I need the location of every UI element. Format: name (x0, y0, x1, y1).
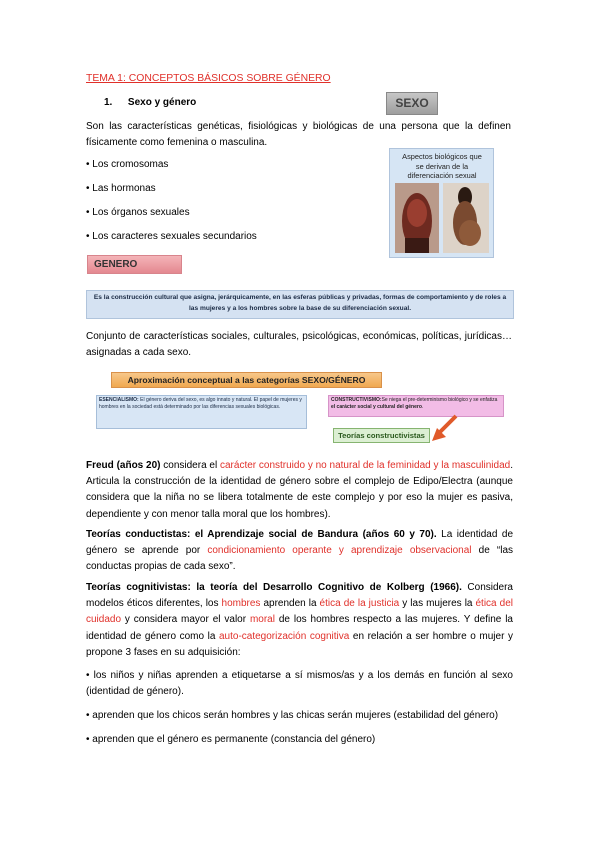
section-number: 1. (104, 97, 113, 108)
genero-label-box: GENERO (87, 255, 182, 274)
section-heading (104, 97, 196, 108)
genero-paragraph: Conjunto de características sociales, culturales, psicológicas, económicas, políticas, jurídicas… asignadas a cada sexo. (86, 331, 512, 359)
esencialismo-label: ESENCIALISMO: (99, 397, 139, 403)
list-item: • los niños y niñas aprenden a etiquetarse a sí mismos/as y a los demás en función al sexo (identidad de género). (86, 670, 513, 698)
arrow-icon (430, 413, 462, 443)
list-item: • Los órganos sexuales (86, 207, 190, 218)
constructivismo-label: CONSTRUCTIVISMO: (331, 397, 382, 403)
esencialismo-text: ESENCIALISMO: El género deriva del sexo, es algo innato y natural. El papel de mujeres y hombres en la sociedad está determinado por las diferencias sexuales biológicas. (99, 397, 302, 411)
list-item: • Las hormonas (86, 183, 156, 194)
freud-paragraph: Freud (años 20) considera el carácter construido y no natural de la feminidad y la masculinidad. Articula la construcción de la identidad de género sobre el complejo de Edipo/Electra (aunque considera que la niña no se libera totalmente de este complejo y por eso la mujer es pasiva, dependiente y con menor talla moral que los hombres). (86, 460, 513, 520)
body-photos-image (395, 183, 489, 253)
list-item: • aprenden que el género es permanente (constancia del género) (86, 734, 376, 745)
sexo-definition: Son las características genéticas, fisiológicas y biológicas de una persona que la definen físicamente como femenina o masculina. (86, 121, 511, 149)
genero-definition-text: Es la construcción cultural que asigna, jerárquicamente, en las esferas públicas y privadas, formas de comportamiento y de roles a las mujeres y a los hombres sobre la base de su diferenciación sexual. (93, 294, 507, 312)
biological-aspects-caption: Aspectos biológicos que se derivan de la diferenciación sexual (402, 152, 482, 181)
list-item: • Los caracteres sexuales secundarios (86, 231, 257, 242)
section-title: Sexo y género (127, 97, 197, 108)
teorias-constructivistas-box: Teorías constructivistas (333, 428, 430, 443)
sexo-label-box: SEXO (386, 92, 438, 115)
list-item: • aprenden que los chicos serán hombres y las chicas serán mujeres (estabilidad del género) (86, 710, 499, 721)
constructivismo-text: CONSTRUCTIVISMO:Se niega el pre-determinismo biológico y se enfatiza el carácter social y cultural del género. (331, 397, 498, 411)
diagram-title: Aproximación conceptual a las categorías SEXO/GÉNERO (111, 372, 382, 388)
list-item: • Los cromosomas (86, 159, 169, 170)
cognitivistas-paragraph: Teorías cognitivistas: la teoría del Desarrollo Cognitivo de Kolberg (1966). Considera modelos éticos diferentes, los hombres aprenden la ética de la justicia y las mujeres la ética del cuidado y considera mayor el valor moral de los hombres respecto a las mujeres. Y define la identidad de género como la auto-categorización cognitiva en relación a ser hombre o mujer y propone 3 fases en su adquisición: (86, 582, 514, 658)
conductistas-paragraph: Teorías conductistas: el Aprendizaje social de Bandura (años 60 y 70). La identidad de género se aprende por condicionamiento operante y aprendizaje observacional de “las conductas propias de cada sexo”. (86, 529, 514, 573)
document-title: TEMA 1: CONCEPTOS BÁSICOS SOBRE GÉNERO (86, 73, 331, 84)
